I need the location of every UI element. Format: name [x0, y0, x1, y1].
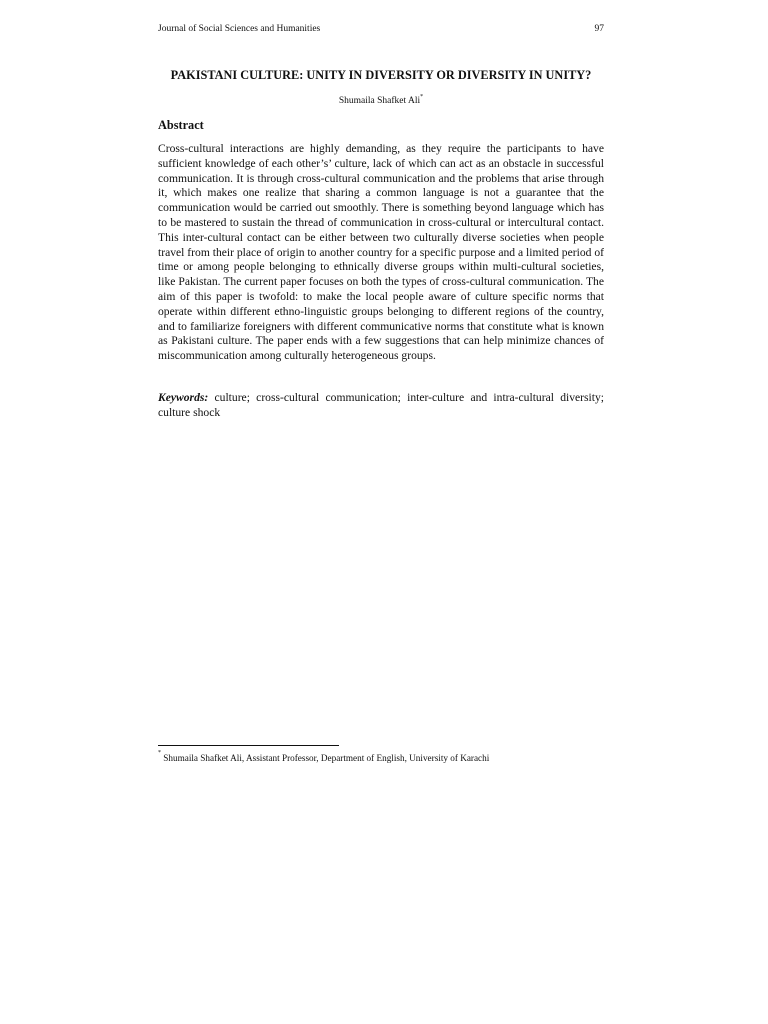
keywords-label: Keywords: [158, 391, 209, 404]
abstract-heading: Abstract [158, 118, 204, 132]
keywords-paragraph [158, 391, 604, 421]
author-footnote-mark: * [420, 94, 424, 100]
author-name: Shumaila Shafket Ali [338, 96, 421, 107]
author-line [158, 92, 604, 107]
abstract-body: Cross-cultural interactions are highly demanding, as they require the participants to have sufficient knowledge of each other’s’ culture, lack of which can act as an obstacle in successful communication. It is through cross-cultural communication and the problems that arise through it, which makes one realize that sharing a common language is not a guarantee that the communication would be carried out smoothly. There is something beyond language which has to be mastered to sustain the thread of communication in cross-cultural or intercultural contact. This inter-cultural contact can be either between two culturally diverse societies when people travel from their place of origin to another country for a specific purpose and a limited period of time or among people belonging to ethnically diverse groups within multi-cultural societies, like Pakistan. The current paper focuses on both the types of cross-cultural communication. The aim of this paper is twofold: to make the local people aware of culture specific norms that operate within different ethno-linguistic groups belonging to different regions of the country, and to familiarize foreigners with different communicative norms that constitute what is known as Pakistani culture. The paper ends with a few suggestions that can help minimize chances of miscommunication among culturally heterogeneous groups. [158, 142, 604, 363]
footnote-mark: * [158, 750, 161, 756]
footnote-text: Shumaila Shafket Ali, Assistant Professor, Department of English, University of Karachi [163, 753, 490, 764]
article-title: PAKISTANI CULTURE: UNITY IN DIVERSITY OR DIVERSITY IN UNITY? [170, 68, 592, 82]
journal-name: Journal of Social Sciences and Humanities [158, 24, 321, 34]
page-number: 97 [594, 24, 604, 34]
keywords-text: culture; cross-cultural communication; inter-culture and intra-cultural diversity; culture shock [158, 391, 604, 419]
footnote [158, 750, 604, 764]
footnote-divider [158, 745, 339, 746]
